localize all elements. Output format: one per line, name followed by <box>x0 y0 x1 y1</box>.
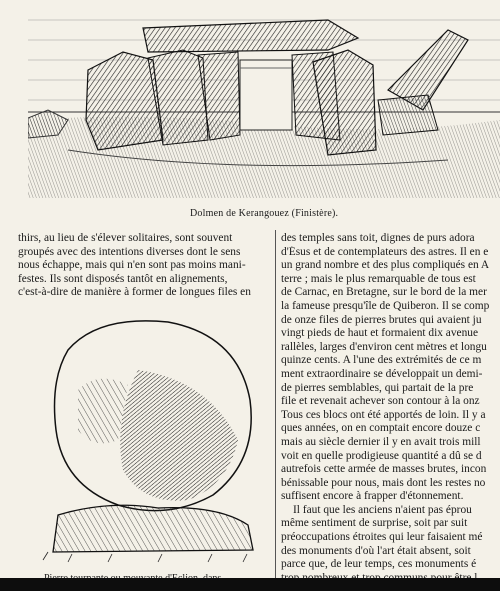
text-line: mais au siècle dernier il y en avait trois mill <box>281 435 481 448</box>
text-line: ment extraordinaire se développait un demi- <box>281 367 483 380</box>
text-line: vingt pieds de haut et formaient dix avenue <box>281 327 479 340</box>
figure-caption-dolmen: Dolmen de Kerangouez (Finistère). <box>190 208 339 219</box>
text-line: de Carnac, en Bretagne, sur le bord de la mer <box>281 286 487 299</box>
text-line: voit en quelle prodigieuse quantité a dû se d <box>281 449 482 462</box>
text-line: des monuments d'où l'art était absent, soit <box>281 544 471 557</box>
text-line: bénissable pour nous, mais dont les restes no <box>281 476 486 489</box>
text-line: Tous ces blocs ont été apportés de loin. Il y a <box>281 408 486 421</box>
dolmen-engraving <box>28 0 500 198</box>
text-line: préoccupations étroites qui leur faisaient mé <box>281 531 483 544</box>
text-line: ques années, on en comptait encore douze c <box>281 422 481 435</box>
text-line: un grand nombre et des plus compliqués en A <box>281 259 490 272</box>
left-text-column <box>18 232 270 300</box>
text-line: de onze files de pierres brutes qui avaient ju <box>281 313 482 326</box>
text-line: parce que, de leur temps, ces monuments é <box>281 558 477 571</box>
text-line: terre ; mais le plus remarquable de tous est <box>281 272 476 285</box>
text-line: c'est-à-dire de manière à former de longues files en <box>18 286 251 299</box>
text-line: d'Ésus et de contemplateurs des astres. Il en e <box>281 245 489 258</box>
text-line: groupés avec des intentions diverses dont le sens <box>18 245 241 258</box>
text-line: nous échappe, mais qui n'en sont pas moins mani- <box>18 259 246 272</box>
column-divider <box>275 230 276 580</box>
text-line: Il faut que les anciens n'aient pas éprou <box>293 503 472 516</box>
text-line: même sentiment de surprise, soit par suit <box>281 517 468 530</box>
text-line: des temples sans toit, dignes de purs adora <box>281 232 475 244</box>
scan-edge-bar <box>0 578 500 591</box>
text-line: de pierres semblables, qui partait de la pre <box>281 381 474 394</box>
text-line: festes. Ils sont disposés tantôt en alignements, <box>18 272 228 285</box>
text-line: file et revenait achever son contour à la onz <box>281 395 480 408</box>
text-line: quinze cents. A l'une des extrémités de ce m <box>281 354 482 367</box>
text-line: autrefois cette armée de masses brutes, incon <box>281 463 487 476</box>
text-line: rallèles, larges d'environ cent mètres et longu <box>281 340 487 353</box>
text-line: thirs, au lieu de s'élever solitaires, sont souvent <box>18 232 233 244</box>
text-line: suffisent encore à frapper d'étonnement. <box>281 490 464 503</box>
text-line: la fameuse presqu'île de Quiberon. Il se comp <box>281 299 490 312</box>
right-text-column <box>281 232 500 585</box>
rocking-stone-engraving <box>38 310 260 568</box>
